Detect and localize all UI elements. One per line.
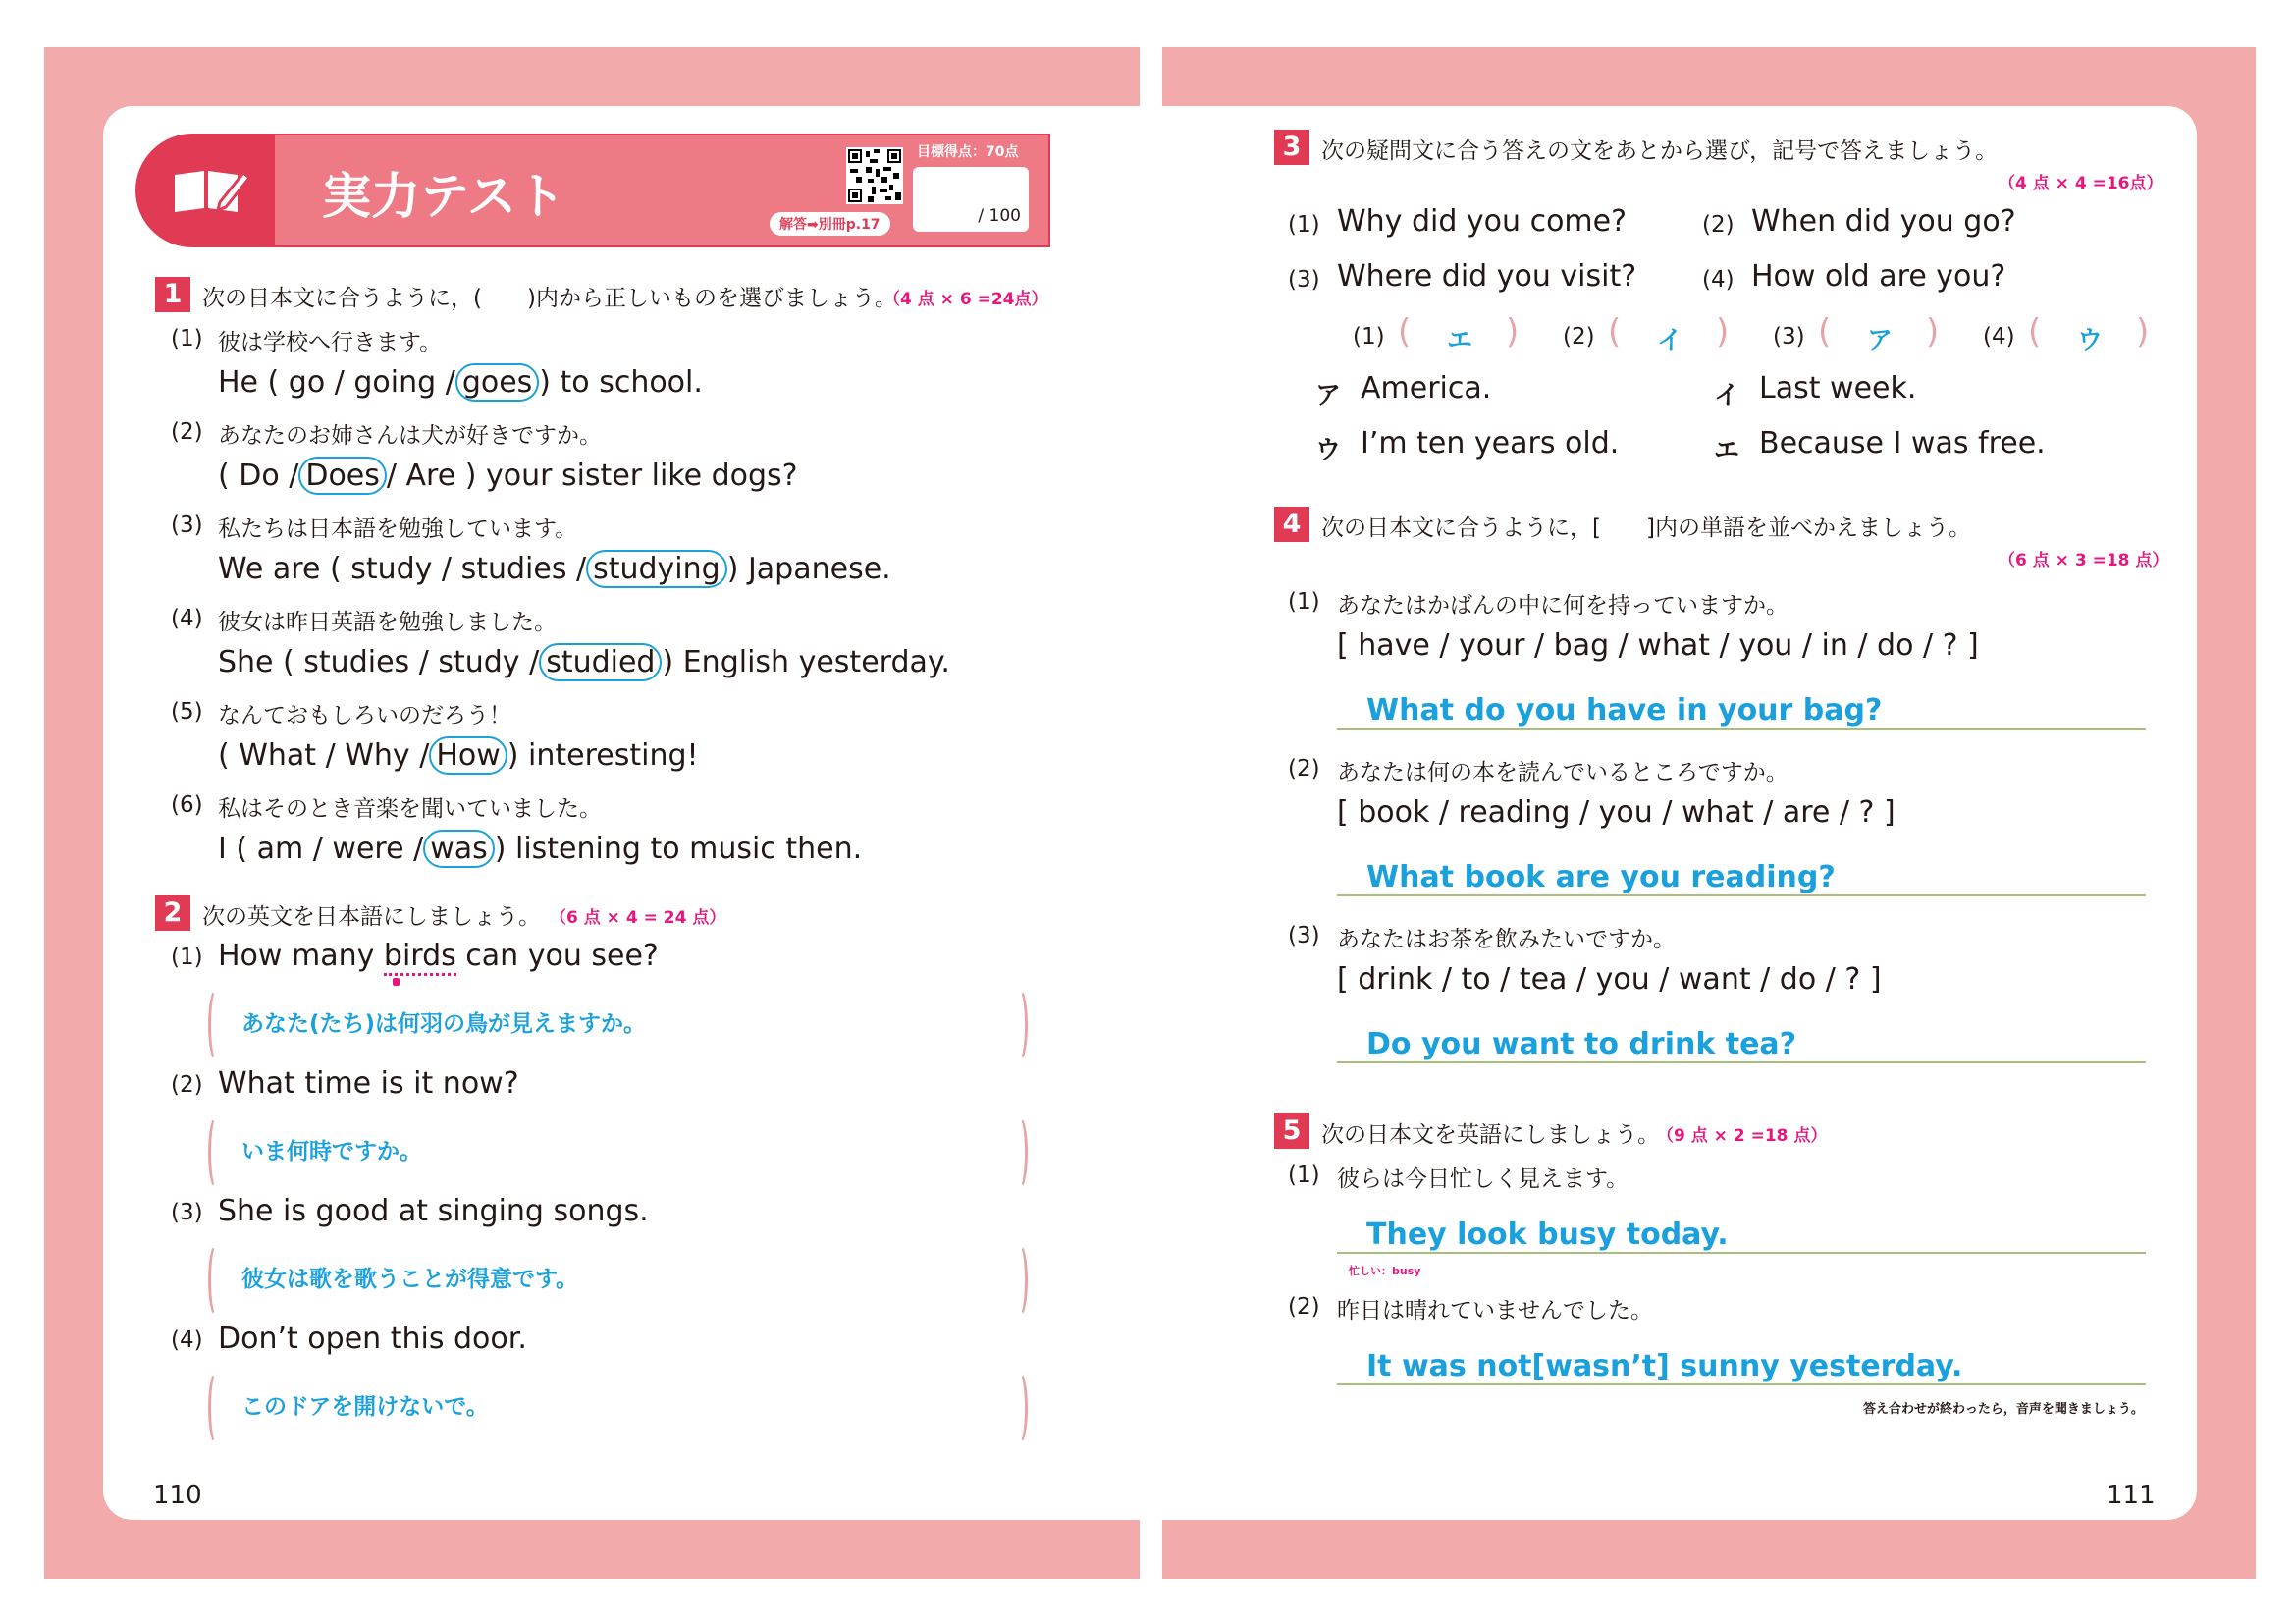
s1-item-3-pre: We are ( study / studies / [218,552,587,586]
s1-item-1-en [218,365,703,400]
s2-item-4-question [218,1322,527,1356]
section-5-points: （9 点 × 2 =18 点） [1657,1126,1828,1146]
s4-item-3-ja: あなたはお茶を飲みたいですか。 [1337,927,1676,952]
s1-item-1-pre: He ( go / going / [218,365,455,400]
s1-item-2-pre: ( Do / [218,459,299,493]
target-score-label: 目標得点：70点 [917,144,1019,160]
s1-item-6-answer: was [423,830,495,868]
s1-item-1-answer: goes [455,363,539,402]
s2-item-4-number: (4) [171,1327,203,1353]
s1-item-6-post: ) listening to music then. [494,832,863,866]
s5-item-2-ja: 昨日は晴れていませんでした。 [1337,1298,1653,1324]
s3-answer-3-close: ) [1926,312,1940,352]
s1-item-5-en [218,738,699,773]
s1-item-5-ja: なんておもしろいのだろう！ [218,703,511,729]
s2-item-1-q-post: can you see? [455,939,659,973]
s2-item-2-answer: いま何時ですか。 [241,1139,422,1164]
s4-item-1-ja: あなたはかばんの中に何を持っていますか。 [1337,593,1789,619]
s4-item-2-answer: What book are you reading? [1337,860,2146,896]
section-4-instruction: 次の日本文に合うように，[ ]内の単語を並べかえましょう。 [1321,515,1971,541]
s3-answer-2: イ [1657,326,1683,355]
s2-item-4-paren-right [1011,1371,1028,1445]
s1-item-2-number: (2) [171,419,203,445]
s3-choice-a-key: ア [1315,381,1342,410]
section-3-points: （4 点 × 4 =16点） [1999,174,2163,193]
s2-item-3-paren-left [208,1243,225,1318]
qr-code[interactable] [846,147,903,204]
s5-item-2-answer: It was not[wasn’t] sunny yesterday. [1337,1349,2146,1385]
s4-item-1-number: (1) [1288,589,1320,615]
s1-item-1-ja: 彼は学校へ行きます。 [218,330,443,355]
s1-item-3-number: (3) [171,513,203,538]
s1-item-3-ja: 私たちは日本語を勉強しています。 [218,516,578,542]
s3-choice-e-text: Because I was free. [1759,426,2046,460]
s1-item-6-number: (6) [171,792,203,818]
s3-choice-u-text: I’m ten years old. [1361,426,1620,460]
s3-answer-3-open: ( [1818,312,1832,352]
section-1-instruction: 次の日本文に合うように，( )内から正しいものを選びましょう。 [202,286,897,311]
test-header [135,134,1048,247]
section-4-points: （6 点 × 3 =18 点） [1999,551,2169,570]
s2-item-3-question [218,1194,649,1228]
section-3-instruction: 次の疑問文に合う答えの文をあとから選び，記号で答えましょう。 [1321,138,1999,164]
s5-item-1-answer: They look busy today. [1337,1218,2146,1254]
section-4-badge: 4 [1274,507,1309,542]
section-2-instruction: 次の英文を日本語にしましょう。 [202,904,541,930]
s5-item-1-number: (1) [1288,1163,1320,1188]
right-page-number: 111 [2107,1481,2156,1510]
s3-q3-text: Where did you visit? [1337,259,1637,294]
s3-answer-1: エ [1447,326,1473,355]
s3-answer-1-number: (1) [1353,324,1385,350]
s3-answer-2-number: (2) [1563,324,1595,350]
s1-item-5-post: ) interesting! [507,738,699,773]
s2-item-3-answer: 彼女は歌を歌うことが得意です。 [241,1267,579,1292]
s4-item-1-words: [ have / your / bag / what / you / in / do / ? ] [1337,628,1979,663]
s1-item-6-pre: I ( am / were / [218,832,424,866]
s1-item-1-post: ) to school. [539,365,703,400]
answer-ref-badge: 解答➡別冊p.17 [770,212,890,236]
s4-item-1-answer: What do you have in your bag? [1337,693,2146,730]
s5-item-1-hint: 忙しい：busy [1349,1265,1421,1277]
s3-choice-i-key: イ [1714,381,1740,410]
section-5-instruction: 次の日本文を英語にしましょう。 [1321,1122,1660,1148]
s1-item-4-post: ) English yesterday. [662,645,950,679]
s2-item-1-number: (1) [171,945,203,970]
section-3-badge: 3 [1274,130,1309,165]
section-5-badge: 5 [1274,1113,1309,1149]
s1-item-2-en [218,459,798,493]
book-pencil-icon [171,167,249,218]
s3-q3-number: (3) [1288,267,1320,293]
s2-item-4-answer: このドアを開けないで。 [241,1394,489,1420]
s1-item-4-number: (4) [171,606,203,631]
s2-item-2-question [218,1066,519,1101]
section-2-points: （6 点 × 4 = 24 点） [550,908,726,928]
s3-q2-text: When did you go? [1751,204,2016,239]
s4-item-2-number: (2) [1288,756,1320,782]
footer-note: 答え合わせが終わったら，音声を聞きましょう。 [1863,1402,2144,1417]
mark-dot [393,978,400,986]
s3-answer-4-open: ( [2028,312,2042,352]
s1-item-3-en [218,552,891,586]
s1-item-5-answer: How [429,736,507,775]
s1-item-2-ja: あなたのお姉さんは犬が好きですか。 [218,423,602,449]
page-title: 実力テスト [322,168,565,225]
s4-item-2-ja: あなたは何の本を読んでいるところですか。 [1337,760,1789,785]
s2-item-1-answer: あなた(たち)は何羽の鳥が見えますか。 [241,1011,647,1037]
s4-item-2-words: [ book / reading / you / what / are / ? ] [1337,795,1896,830]
s3-answer-3: ア [1867,326,1894,355]
s5-item-2-number: (2) [1288,1294,1320,1320]
s1-item-6-ja: 私はそのとき音楽を聞いていました。 [218,796,602,822]
left-page-number: 110 [153,1481,202,1510]
s1-item-6-en [218,832,862,866]
s2-item-3-q-pre: She is good at singing songs. [218,1194,649,1228]
s3-answer-4-close: ) [2136,312,2150,352]
s2-item-3-number: (3) [171,1200,203,1225]
s3-answer-4-number: (4) [1983,324,2015,350]
s3-q2-number: (2) [1702,212,1735,238]
s1-item-3-post: ) Japanese. [726,552,891,586]
s2-item-1-q-pre: How many [218,939,384,973]
s3-answer-2-open: ( [1608,312,1622,352]
s3-choice-e-key: エ [1714,436,1740,465]
s3-answer-4: ウ [2077,326,2104,355]
s1-item-4-en [218,645,950,679]
score-box [913,167,1029,232]
s1-item-5-number: (5) [171,699,203,725]
s3-choice-a-text: America. [1361,371,1492,406]
s3-choice-i-text: Last week. [1759,371,1917,406]
s3-q4-text: How old are you? [1751,259,2006,294]
s1-item-1-number: (1) [171,326,203,352]
s1-item-4-ja: 彼女は昨日英語を勉強しました。 [218,610,557,635]
s1-item-4-answer: studied [539,643,662,681]
s1-item-2-post: / Are ) your sister like dogs? [386,459,798,493]
s2-item-2-number: (2) [171,1072,203,1098]
s4-item-3-answer: Do you want to drink tea? [1337,1027,2146,1063]
s4-item-3-number: (3) [1288,923,1320,948]
s2-item-1-paren-right [1011,988,1028,1062]
s2-item-1-q-mark: birds [384,939,456,976]
section-2-badge: 2 [155,895,190,931]
s2-item-2-paren-left [208,1115,225,1190]
s3-q1-number: (1) [1288,212,1320,238]
section-1-badge: 1 [155,277,190,312]
s4-item-3-words: [ drink / to / tea / you / want / do / ? ] [1337,962,1882,997]
s1-item-5-pre: ( What / Why / [218,738,430,773]
s2-item-2-q-pre: What time is it now? [218,1066,519,1101]
s2-item-4-paren-left [208,1371,225,1445]
s3-choice-u-key: ウ [1315,436,1342,465]
s1-item-2-answer: Does [298,457,387,495]
s5-item-1-ja: 彼らは今日忙しく見えます。 [1337,1166,1629,1192]
s1-item-4-pre: She ( studies / study / [218,645,540,679]
section-1-points: （4 点 × 6 =24点） [883,290,1048,309]
s2-item-1-paren-left [208,988,225,1062]
s3-answer-1-close: ) [1506,312,1520,352]
s3-q4-number: (4) [1702,267,1735,293]
s3-answer-3-number: (3) [1773,324,1805,350]
s2-item-4-q-pre: Don’t open this door. [218,1322,527,1356]
score-total: / 100 [978,206,1021,226]
s1-item-3-answer: studying [586,550,727,588]
s2-item-3-paren-right [1011,1243,1028,1318]
s2-item-1-question [218,939,659,973]
s3-answer-2-close: ) [1716,312,1730,352]
s2-item-2-paren-right [1011,1115,1028,1190]
s3-q1-text: Why did you come? [1337,204,1628,239]
s3-answer-1-open: ( [1398,312,1412,352]
